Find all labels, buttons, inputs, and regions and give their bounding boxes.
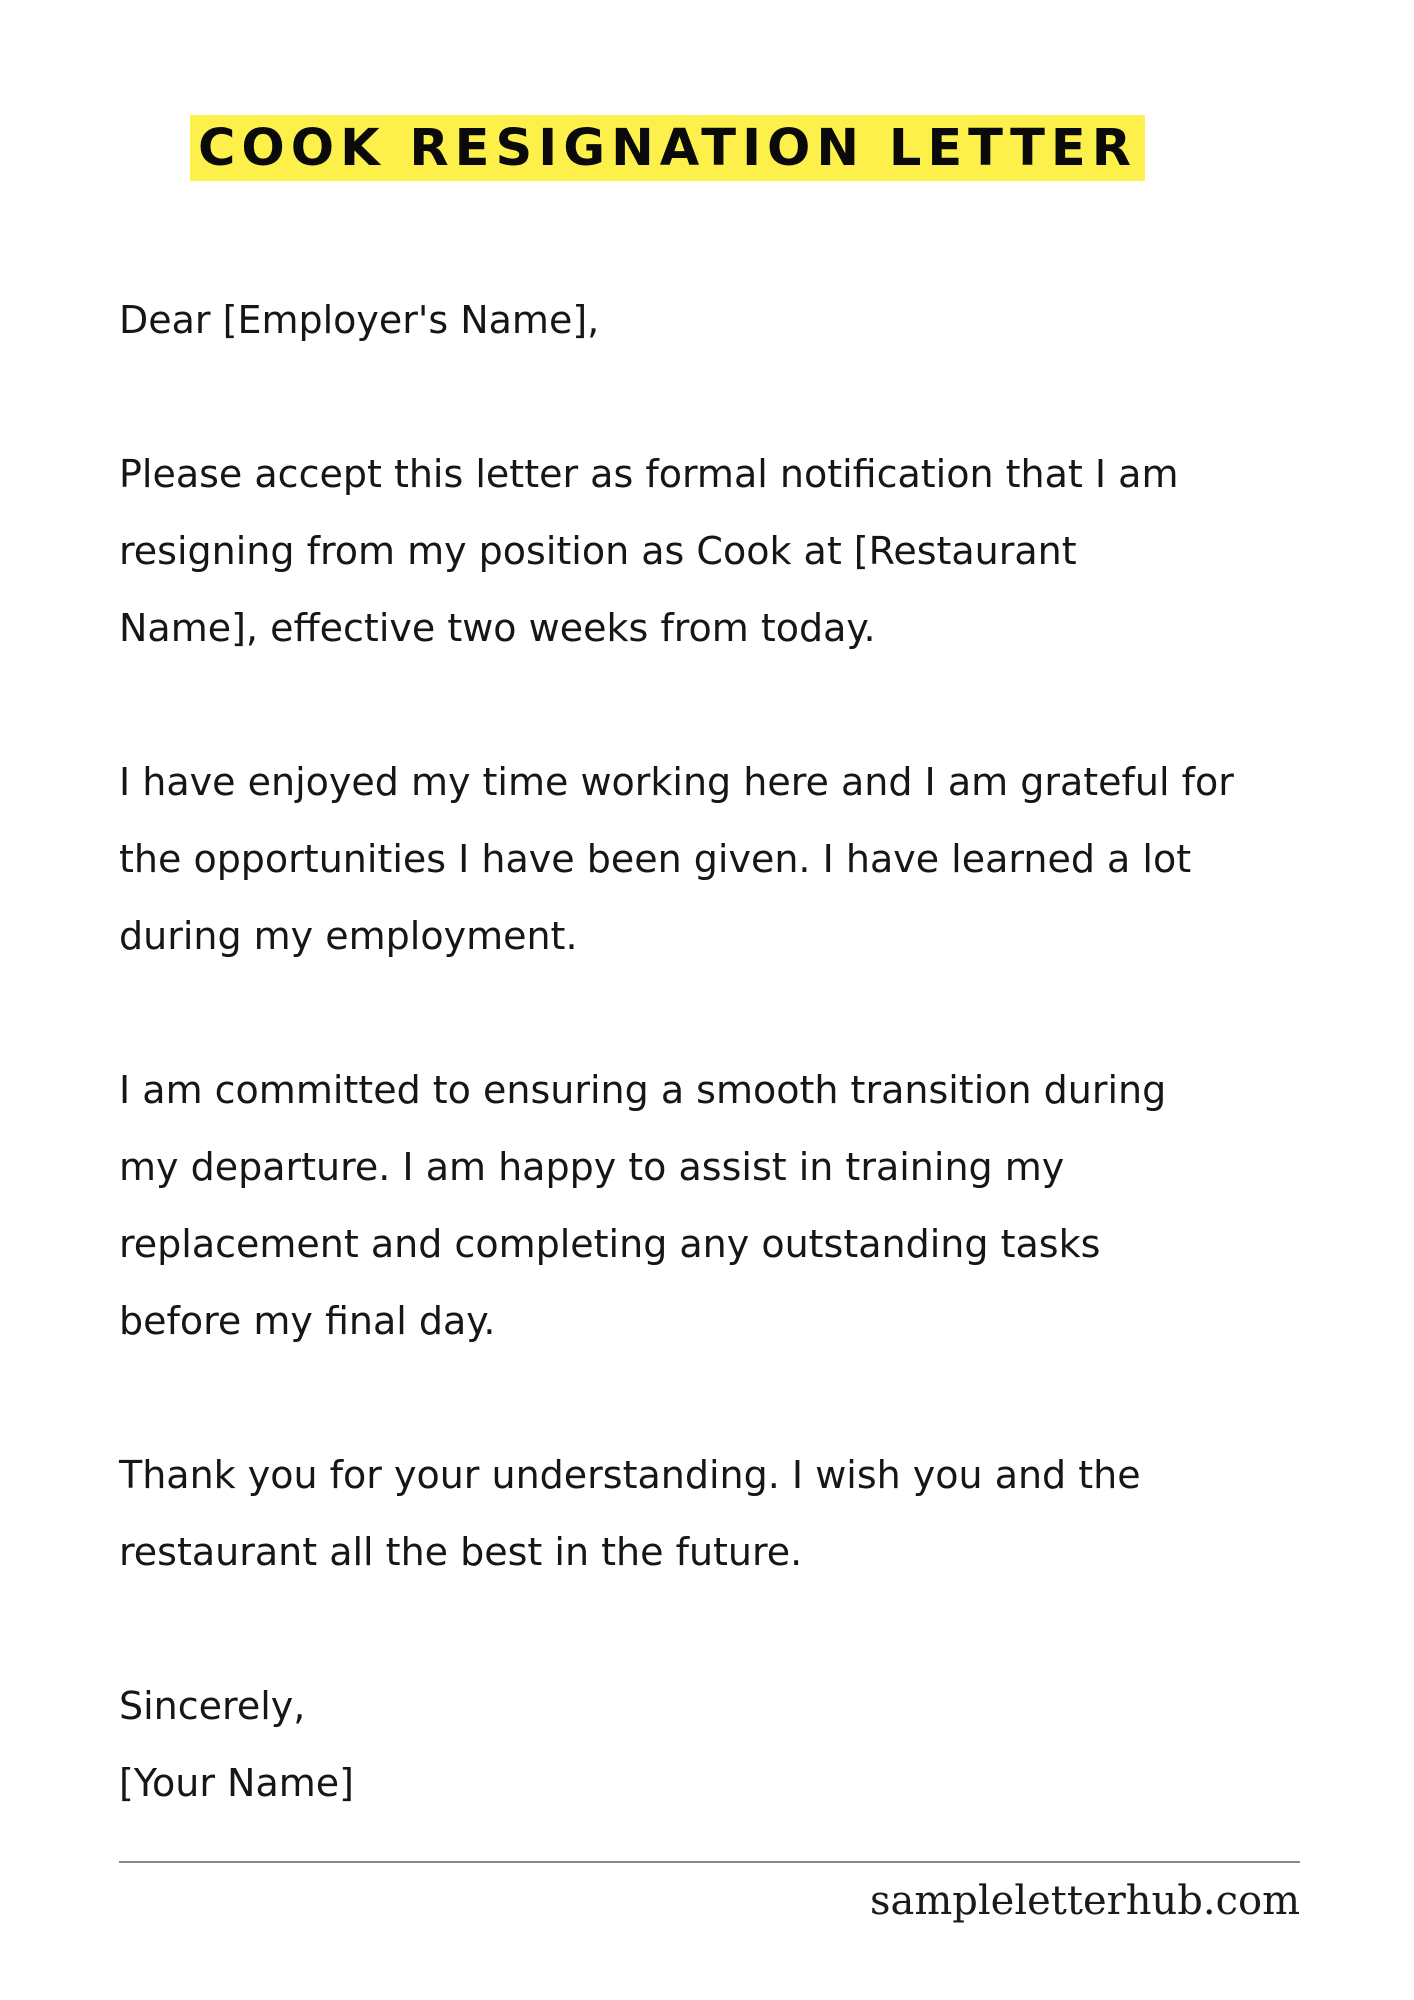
paragraph-line: my departure. I am happy to assist in training my — [119, 1145, 1065, 1189]
paragraph-line: I am committed to ensuring a smooth transition during — [119, 1068, 1167, 1112]
page-title: COOK RESIGNATION LETTER — [198, 118, 1138, 178]
footer-divider — [119, 1861, 1300, 1863]
paragraph-3 — [119, 1052, 1369, 1360]
title-highlight — [190, 115, 1145, 181]
paragraph-2 — [119, 744, 1369, 975]
footer-site-name: sampleletterhub.com — [869, 1878, 1300, 1924]
paragraph-line: replacement and completing any outstanding tasks — [119, 1222, 1101, 1266]
paragraph-1 — [119, 436, 1369, 667]
paragraph-line: Please accept this letter as formal notification that I am — [119, 452, 1179, 496]
paragraph-line: resigning from my position as Cook at [Restaurant — [119, 529, 1077, 573]
paragraph-4 — [119, 1437, 1369, 1591]
letter-body — [119, 282, 1369, 1822]
signature-placeholder: [Your Name] — [119, 1761, 354, 1805]
paragraph-line: the opportunities I have been given. I have learned a lot — [119, 837, 1192, 881]
paragraph-line: during my employment. — [119, 914, 578, 958]
salutation: Dear [Employer's Name], — [119, 298, 600, 342]
paragraph-line: restaurant all the best in the future. — [119, 1530, 803, 1574]
closing: Sincerely, — [119, 1684, 306, 1728]
paragraph-line: Thank you for your understanding. I wish you and the — [119, 1453, 1141, 1497]
signoff — [119, 1668, 1369, 1822]
paragraph-line: before my final day. — [119, 1299, 496, 1343]
paragraph-line: I have enjoyed my time working here and I am grateful for — [119, 760, 1234, 804]
paragraph-line: Name], effective two weeks from today. — [119, 606, 876, 650]
